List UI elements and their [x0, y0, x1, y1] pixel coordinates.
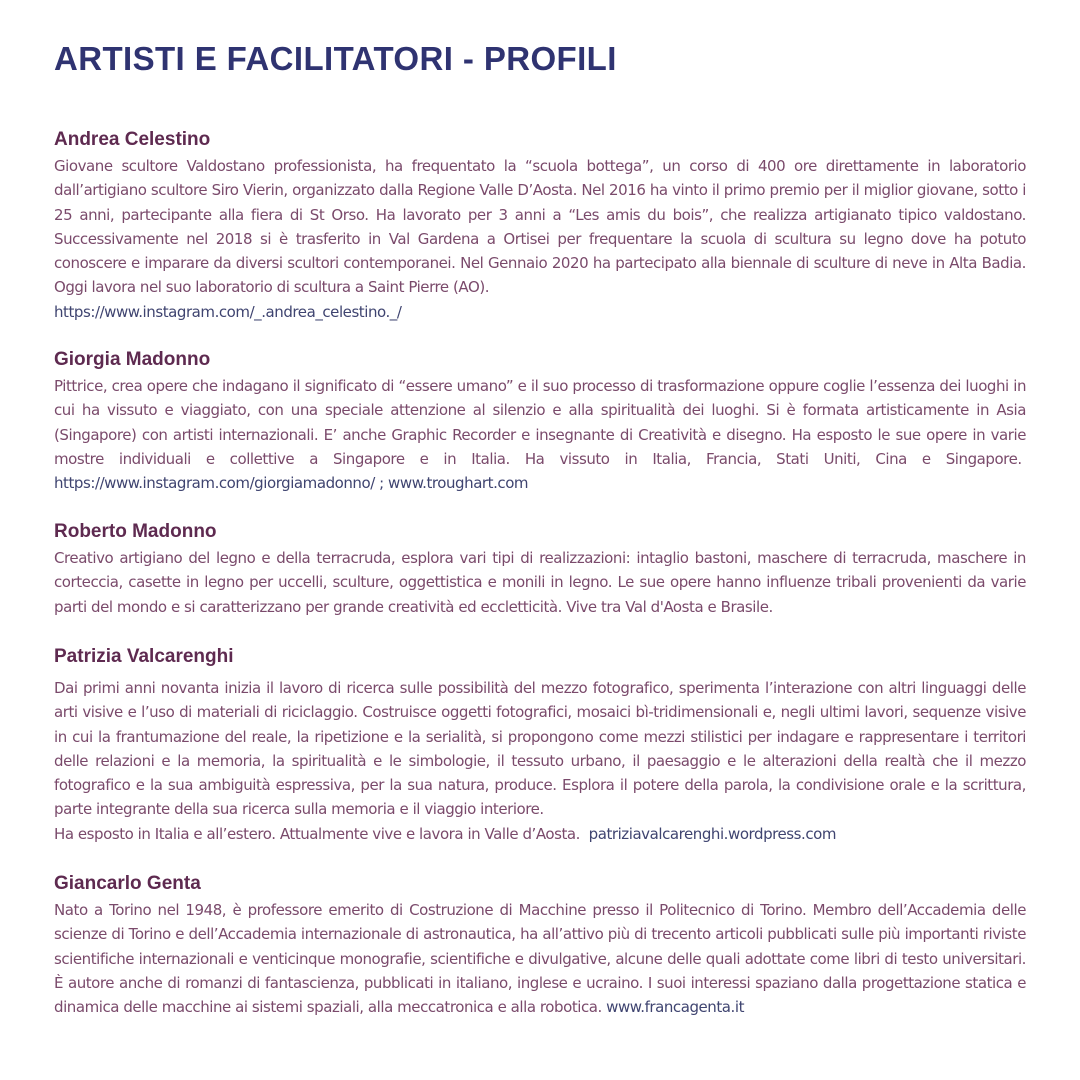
profile-giorgia-madonno: [54, 347, 1026, 495]
profiles-page: [54, 34, 1026, 84]
profile-bio: [54, 374, 1026, 495]
profile-giancarlo-genta: [54, 871, 1026, 1019]
profile-link[interactable]: patriziavalcarenghi.wordpress.com: [588, 824, 837, 843]
profile-roberto-madonno: [54, 519, 1026, 619]
profile-bio-text: Dai primi anni novanta inizia il lavoro di ricerca sulle possibilità del mezzo fotografico, sperimenta l’interazione con altri linguaggi delle arti visive e l’uso di materiali di riciclaggio. Costruisce oggetti fotografici, mosaici bì-tridimensionali e, negli ultimi lavori, sequenze visive in cui la frantumazione del reale, la ripetizione e la serialità, si propongono come mezzi stilistici per indagare e rappresentare i territori delle relazioni e la memoria, la spiritualità e le simbologie, il tessuto urbano, il paesaggio e le alterazioni della realtà che il mezzo fotografico e la sua ambiguità espressiva, per la sua natura, produce. Esplora il potere della parola, la condivisione orale e la scrittura, parte integrante della sua ricerca sulla memoria e il viaggio interiore.: [54, 679, 1026, 819]
profile-extra-line: [54, 822, 1026, 846]
profile-andrea-celestino: [54, 127, 1026, 324]
profile-link[interactable]: https://www.instagram.com/giorgiamadonno/ ; www.troughart.com: [54, 474, 529, 493]
profile-name: Andrea Celestino: [54, 129, 211, 150]
profile-link[interactable]: www.francagenta.it: [606, 998, 744, 1017]
profile-name: Giancarlo Genta: [54, 873, 201, 894]
profile-bio: [54, 676, 1026, 822]
profile-bio: [54, 546, 1026, 619]
profile-name: Roberto Madonno: [54, 521, 217, 542]
profile-link[interactable]: https://www.instagram.com/_.andrea_celestino._/: [54, 302, 402, 321]
profile-bio-text: Nato a Torino nel 1948, è professore emerito di Costruzione di Macchine presso il Politecnico di Torino. Membro dell’Accademia delle scienze di Torino e dell’Accademia internazionale di astronautica, ha all’attivo più di trecento articoli pubblicati sulle più importanti riviste scientifiche internazionali e venticinque monografie, scientifiche e divulgative, alcune delle quali adottate come libri di testo universitari. È autore anche di romanzi di fantascienza, pubblicati in italiano, inglese e ucraino. I suoi interessi spaziano dalla progettazione statica e dinamica delle macchine ai sistemi spaziali, alla meccatronica e alla robotica.: [54, 901, 1026, 1017]
profile-links-line: [54, 300, 1026, 324]
profile-name: Patrizia Valcarenghi: [54, 646, 234, 667]
profile-extra-text: Ha esposto in Italia e all’estero. Attualmente vive e lavora in Valle d’Aosta.: [54, 824, 580, 843]
profile-name: Giorgia Madonno: [54, 349, 211, 370]
profile-bio-text: Giovane scultore Valdostano professionista, ha frequentato la “scuola bottega”, un corso di 400 ore direttamente in laboratorio dall’artigiano scultore Siro Vierin, organizzato dalla Regione Valle D’Aosta. Nel 2016 ha vinto il primo premio per il miglior giovane, sotto i 25 anni, partecipante alla fiera di St Orso. Ha lavorato per 3 anni a “Les amis du bois”, che realizza artigianato tipico valdostano. Successivamente nel 2018 si è trasferito in Val Gardena a Ortisei per frequentare la scuola di scultura su legno dove ha potuto conoscere e imparare da diversi scultori contemporanei. Nel Gennaio 2020 ha partecipato alla biennale di sculture di neve in Alta Badia. Oggi lavora nel suo laboratorio di scultura a Saint Pierre (AO).: [54, 157, 1026, 297]
profile-bio-text: Pittrice, crea opere che indagano il significato di “essere umano” e il suo processo di trasformazione oppure coglie l’essenza dei luoghi in cui ha vissuto e viaggiato, con una speciale attenzione al silenzio e alla spiritualità dei luoghi. Si è formata artisticamente in Asia (Singapore) con artisti internazionali. E’ anche Graphic Recorder e insegnante di Creatività e disegno. Ha esposto le sue opere in varie mostre individuali e collettive a Singapore e in Italia. Ha vissuto in Italia, Francia, Stati Uniti, Cina e Singapore.: [54, 377, 1026, 468]
profile-patrizia-valcarenghi: [54, 644, 1026, 846]
profile-bio-text: Creativo artigiano del legno e della terracruda, esplora vari tipi di realizzazioni: intaglio bastoni, maschere di terracruda, maschere in corteccia, casette in legno per uccelli, sculture, oggettistica e monili in legno. Le sue opere hanno influenze tribali provenienti da varie parti del mondo e si caratterizzano per grande creatività ed eccletticità. Vive tra Val d'Aosta e Brasile.: [54, 549, 1026, 616]
profile-bio: [54, 154, 1026, 300]
profile-bio: [54, 898, 1026, 1019]
page-title: ARTISTI E FACILITATORI - PROFILI: [54, 40, 617, 77]
